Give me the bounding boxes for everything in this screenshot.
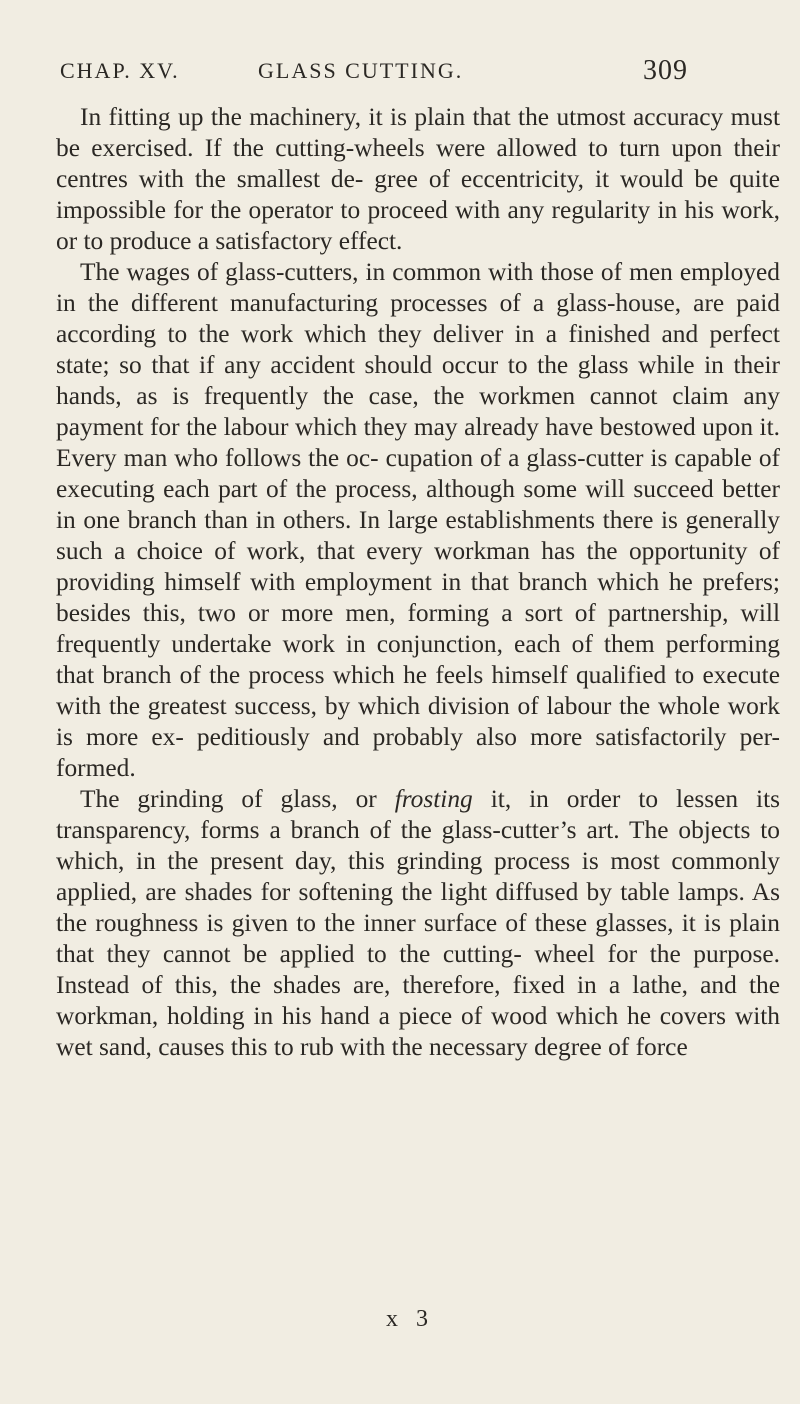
- chapter-label: CHAP. XV.: [60, 58, 180, 83]
- page-number: 309: [643, 55, 688, 86]
- paragraph-machinery-accuracy: In fitting up the machinery, it is plain that the utmost accuracy must be exercised. If the cutting-wheels were allowed to turn upon their centres with the smallest de- gree of eccentricity, it would be quite impossible for the operator to proceed with any regularity in his work, or to produce a satisfactory effect.: [56, 103, 780, 255]
- running-head: [60, 55, 688, 88]
- body-text: [56, 102, 780, 1063]
- paragraph-grinding: [56, 784, 780, 1063]
- frosting-term: frosting: [394, 785, 473, 813]
- signature-mark: x 3: [386, 1306, 434, 1332]
- paragraph-grinding-start: The grinding of glass, or: [80, 785, 395, 813]
- paragraph-grinding-rest: it, in order to lessen its transparency, forms a branch of the glass-cutter’s art. The objects to which, in the present day, this grinding process is most commonly applied, are shades for softening the light diffused by table lamps. As the roughness is given to the inner surface of these glasses, it is plain that they cannot be applied to the cutting- wheel for the purpose. Instead of this, the shades are, therefore, fixed in a lathe, and the workman, holding in his hand a piece of wood which he covers with wet sand, causes this to rub with the necessary degree of force: [56, 785, 781, 1061]
- running-title: GLASS CUTTING.: [258, 58, 464, 83]
- paragraph-wages: The wages of glass-cutters, in common with those of men employed in the different manufacturing processes of a glass-house, are paid according to the work which they deliver in a finished and perfect state; so that if any accident should occur to the glass while in their hands, as is frequently the case, the workmen cannot claim any payment for the labour which they may already have bestowed upon it. Every man who follows the oc- cupation of a glass-cutter is capable of executing each part of the process, although some will succeed better in one branch than in others. In large establishments there is generally such a choice of work, that every workman has the opportunity of providing himself with employment in that branch which he prefers; besides this, two or more men, forming a sort of partnership, will frequently undertake work in conjunction, each of them performing that branch of the process which he feels himself qualified to execute with the greatest success, by which division of labour the whole work is more ex- peditiously and probably also more satisfactorily per- formed.: [56, 258, 780, 782]
